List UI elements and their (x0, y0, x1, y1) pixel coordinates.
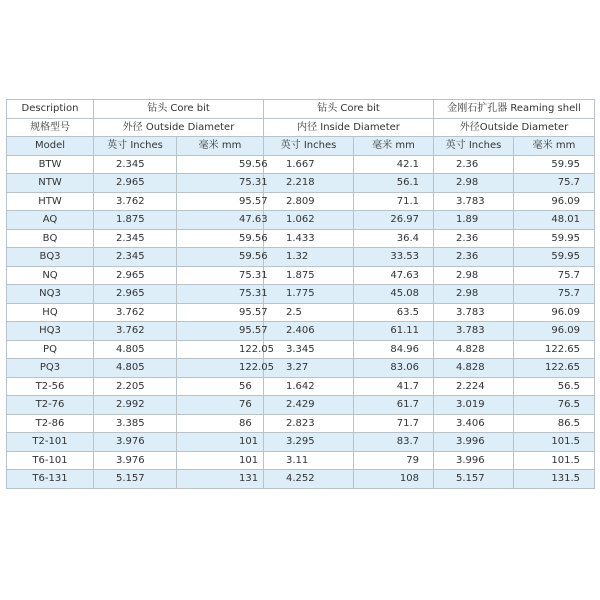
od-mm-cell: 122.05 (177, 359, 264, 378)
od-inches-cell: 2.345 (94, 248, 177, 267)
model-cell: BQ3 (7, 248, 94, 267)
outside-diameter-header: 外径 Outside Diameter (94, 118, 264, 137)
mm-header: 毫米 mm (354, 137, 434, 156)
od-mm-cell: 59.56 (177, 248, 264, 267)
table-row (7, 303, 595, 322)
rs-inches-cell: 3.783 (434, 322, 514, 341)
od-inches-cell: 2.992 (94, 396, 177, 415)
id-inches-cell: 1.062 (264, 211, 354, 230)
table-row (7, 266, 595, 285)
id-inches-cell: 3.27 (264, 359, 354, 378)
od-mm-cell: 76 (177, 396, 264, 415)
od-mm-cell: 75.31 (177, 174, 264, 193)
rs-inches-cell: 2.224 (434, 377, 514, 396)
id-inches-cell: 2.406 (264, 322, 354, 341)
table-row (7, 451, 595, 470)
rs-mm-cell: 96.09 (514, 322, 595, 341)
rs-inches-cell: 2.98 (434, 285, 514, 304)
table-row (7, 340, 595, 359)
table-row (7, 359, 595, 378)
id-mm-cell: 84.96 (354, 340, 434, 359)
od-mm-cell: 59.56 (177, 229, 264, 248)
rs-inches-cell: 2.98 (434, 174, 514, 193)
rs-mm-cell: 56.5 (514, 377, 595, 396)
table-row (7, 248, 595, 267)
model-cell: NQ3 (7, 285, 94, 304)
rs-mm-cell: 75.7 (514, 266, 595, 285)
rs-mm-cell: 59.95 (514, 155, 595, 174)
table-row (7, 192, 595, 211)
rs-mm-cell: 131.5 (514, 470, 595, 489)
od-mm-cell: 101 (177, 451, 264, 470)
id-inches-cell: 3.11 (264, 451, 354, 470)
od-inches-cell: 2.965 (94, 174, 177, 193)
od-inches-cell: 4.805 (94, 340, 177, 359)
od-inches-cell: 3.385 (94, 414, 177, 433)
model-cell: T2-86 (7, 414, 94, 433)
od-mm-cell: 95.57 (177, 192, 264, 211)
rs-inches-cell: 3.996 (434, 451, 514, 470)
model-cell: BQ (7, 229, 94, 248)
table-row (7, 377, 595, 396)
rs-inches-cell: 2.36 (434, 155, 514, 174)
od-mm-cell: 75.31 (177, 285, 264, 304)
id-mm-cell: 71.7 (354, 414, 434, 433)
od-inches-cell: 3.976 (94, 451, 177, 470)
od-inches-cell: 5.157 (94, 470, 177, 489)
model-cell: T2-76 (7, 396, 94, 415)
rs-inches-cell: 3.783 (434, 192, 514, 211)
reaming-outside-diameter-header: 外径Outside Diameter (434, 118, 595, 137)
model-cell: BTW (7, 155, 94, 174)
rs-mm-cell: 75.7 (514, 174, 595, 193)
od-inches-cell: 2.205 (94, 377, 177, 396)
rs-mm-cell: 48.01 (514, 211, 595, 230)
id-inches-cell: 2.809 (264, 192, 354, 211)
id-inches-cell: 2.429 (264, 396, 354, 415)
subheader-row (7, 118, 595, 137)
inches-header: 英寸 Inches (94, 137, 177, 156)
id-mm-cell: 63.5 (354, 303, 434, 322)
od-mm-cell: 56 (177, 377, 264, 396)
core-bit-spec-table (6, 99, 595, 489)
rs-inches-cell: 3.996 (434, 433, 514, 452)
model-cell: T2-101 (7, 433, 94, 452)
od-inches-cell: 2.965 (94, 266, 177, 285)
id-inches-cell: 4.252 (264, 470, 354, 489)
rs-mm-cell: 59.95 (514, 229, 595, 248)
table-row (7, 174, 595, 193)
model-cell: AQ (7, 211, 94, 230)
id-mm-cell: 71.1 (354, 192, 434, 211)
model-cell: PQ (7, 340, 94, 359)
id-mm-cell: 26.97 (354, 211, 434, 230)
rs-inches-cell: 5.157 (434, 470, 514, 489)
rs-inches-cell: 3.783 (434, 303, 514, 322)
rs-inches-cell: 4.828 (434, 340, 514, 359)
od-inches-cell: 3.762 (94, 192, 177, 211)
id-mm-cell: 41.7 (354, 377, 434, 396)
id-inches-cell: 1.433 (264, 229, 354, 248)
id-mm-cell: 83.06 (354, 359, 434, 378)
rs-mm-cell: 122.65 (514, 359, 595, 378)
rs-mm-cell: 96.09 (514, 303, 595, 322)
table-row (7, 414, 595, 433)
mm-header: 毫米 mm (514, 137, 595, 156)
id-mm-cell: 79 (354, 451, 434, 470)
id-mm-cell: 36.4 (354, 229, 434, 248)
id-inches-cell: 1.642 (264, 377, 354, 396)
od-inches-cell: 2.965 (94, 285, 177, 304)
inside-diameter-header: 内径 Inside Diameter (264, 118, 434, 137)
spec-header: 规格型号 (7, 118, 94, 137)
table-row (7, 155, 595, 174)
rs-mm-cell: 101.5 (514, 451, 595, 470)
od-inches-cell: 2.345 (94, 229, 177, 248)
id-mm-cell: 47.63 (354, 266, 434, 285)
rs-mm-cell: 96.09 (514, 192, 595, 211)
rs-mm-cell: 76.5 (514, 396, 595, 415)
id-mm-cell: 108 (354, 470, 434, 489)
model-cell: T6-101 (7, 451, 94, 470)
id-inches-cell: 1.32 (264, 248, 354, 267)
od-inches-cell: 1.875 (94, 211, 177, 230)
rs-inches-cell: 3.019 (434, 396, 514, 415)
id-mm-cell: 45.08 (354, 285, 434, 304)
header-row (7, 100, 595, 119)
od-mm-cell: 101 (177, 433, 264, 452)
table-row (7, 285, 595, 304)
id-inches-cell: 2.218 (264, 174, 354, 193)
inches-header: 英寸 Inches (264, 137, 354, 156)
rs-inches-cell: 2.36 (434, 229, 514, 248)
rs-inches-cell: 2.36 (434, 248, 514, 267)
rs-inches-cell: 2.98 (434, 266, 514, 285)
model-cell: HTW (7, 192, 94, 211)
id-inches-cell: 3.345 (264, 340, 354, 359)
od-inches-cell: 3.976 (94, 433, 177, 452)
od-mm-cell: 47.63 (177, 211, 264, 230)
table-row (7, 433, 595, 452)
model-cell: T2-56 (7, 377, 94, 396)
model-cell: T6-131 (7, 470, 94, 489)
rs-mm-cell: 59.95 (514, 248, 595, 267)
od-inches-cell: 2.345 (94, 155, 177, 174)
id-mm-cell: 42.1 (354, 155, 434, 174)
mm-header: 毫米 mm (177, 137, 264, 156)
od-mm-cell: 86 (177, 414, 264, 433)
reaming-shell-header: 金刚石扩孔器 Reaming shell (434, 100, 595, 119)
units-row (7, 137, 595, 156)
rs-inches-cell: 3.406 (434, 414, 514, 433)
core-bit-id-header: 钻头 Core bit (264, 100, 434, 119)
description-header: Description (7, 100, 94, 119)
id-inches-cell: 1.875 (264, 266, 354, 285)
id-inches-cell: 2.823 (264, 414, 354, 433)
inches-header: 英寸 Inches (434, 137, 514, 156)
id-mm-cell: 61.11 (354, 322, 434, 341)
id-mm-cell: 33.53 (354, 248, 434, 267)
rs-mm-cell: 122.65 (514, 340, 595, 359)
core-bit-od-header: 钻头 Core bit (94, 100, 264, 119)
table-row (7, 322, 595, 341)
model-cell: PQ3 (7, 359, 94, 378)
id-inches-cell: 3.295 (264, 433, 354, 452)
id-mm-cell: 56.1 (354, 174, 434, 193)
od-inches-cell: 3.762 (94, 303, 177, 322)
rs-mm-cell: 75.7 (514, 285, 595, 304)
id-inches-cell: 1.775 (264, 285, 354, 304)
rs-inches-cell: 4.828 (434, 359, 514, 378)
od-mm-cell: 59.56 (177, 155, 264, 174)
od-mm-cell: 75.31 (177, 266, 264, 285)
model-cell: NTW (7, 174, 94, 193)
od-mm-cell: 95.57 (177, 303, 264, 322)
od-inches-cell: 3.762 (94, 322, 177, 341)
od-mm-cell: 131 (177, 470, 264, 489)
table-row (7, 211, 595, 230)
rs-inches-cell: 1.89 (434, 211, 514, 230)
id-mm-cell: 83.7 (354, 433, 434, 452)
id-inches-cell: 2.5 (264, 303, 354, 322)
id-mm-cell: 61.7 (354, 396, 434, 415)
model-cell: NQ (7, 266, 94, 285)
model-cell: HQ3 (7, 322, 94, 341)
od-mm-cell: 122.05 (177, 340, 264, 359)
table-row (7, 396, 595, 415)
id-inches-cell: 1.667 (264, 155, 354, 174)
model-cell: HQ (7, 303, 94, 322)
table-row (7, 229, 595, 248)
od-mm-cell: 95.57 (177, 322, 264, 341)
table-row (7, 470, 595, 489)
rs-mm-cell: 101.5 (514, 433, 595, 452)
model-header: Model (7, 137, 94, 156)
od-inches-cell: 4.805 (94, 359, 177, 378)
rs-mm-cell: 86.5 (514, 414, 595, 433)
